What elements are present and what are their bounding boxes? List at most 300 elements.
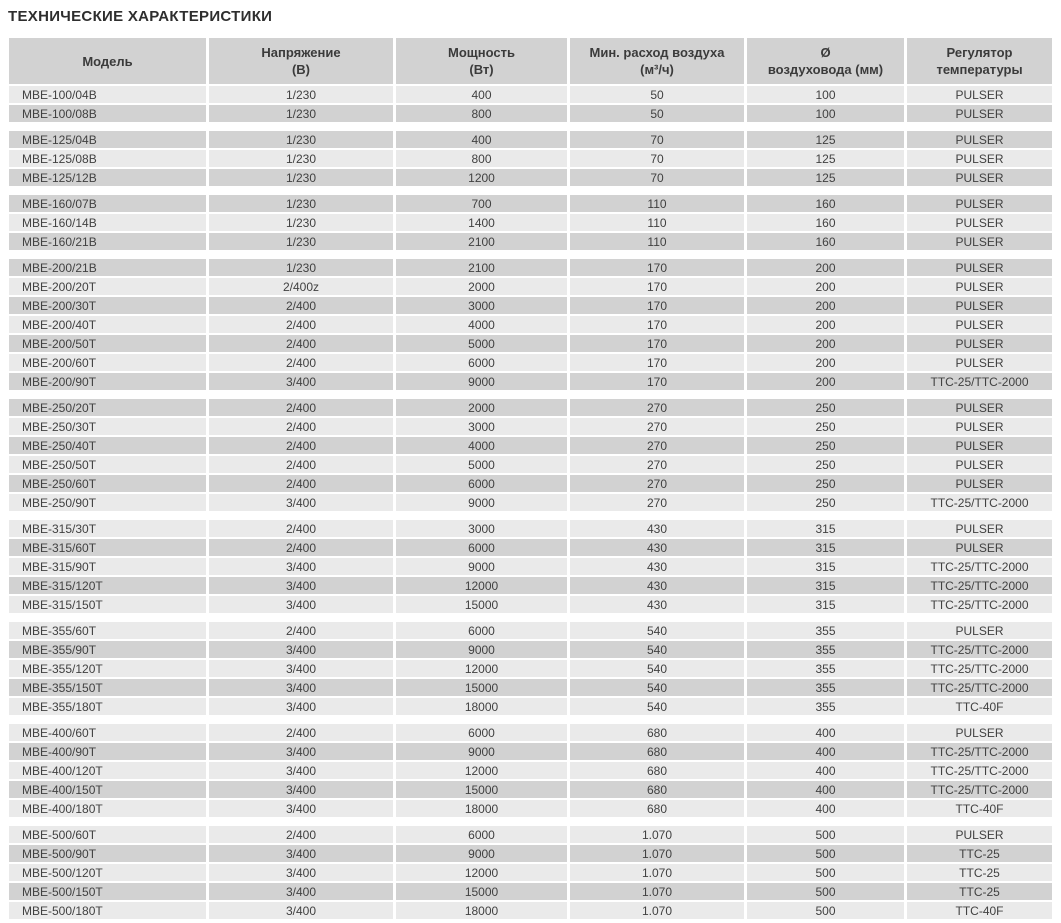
cell-airflow: 110 — [570, 214, 744, 231]
cell-power: 3000 — [396, 297, 567, 314]
cell-model: MBE-160/07B — [9, 195, 206, 212]
cell-regulator: PULSER — [907, 622, 1052, 639]
column-header-label: (Вт) — [469, 62, 494, 77]
cell-diameter: 100 — [747, 86, 904, 103]
cell-airflow: 430 — [570, 577, 744, 594]
cell-voltage: 1/230 — [209, 150, 393, 167]
cell-model: MBE-200/50T — [9, 335, 206, 352]
cell-diameter: 200 — [747, 278, 904, 295]
cell-regulator: TTC-25/TTC-2000 — [907, 373, 1052, 390]
cell-diameter: 250 — [747, 418, 904, 435]
cell-regulator: TTC-25/TTC-2000 — [907, 660, 1052, 677]
cell-model: MBE-500/120T — [9, 864, 206, 881]
table-row — [9, 558, 1052, 575]
cell-power: 15000 — [396, 596, 567, 613]
cell-power: 4000 — [396, 316, 567, 333]
table-row — [9, 437, 1052, 454]
cell-model: MBE-100/08B — [9, 105, 206, 122]
cell-airflow: 680 — [570, 743, 744, 760]
cell-regulator: TTC-25/TTC-2000 — [907, 596, 1052, 613]
table-row — [9, 278, 1052, 295]
column-header-label: Мин. расход воздуха — [589, 45, 725, 60]
table-row — [9, 259, 1052, 276]
cell-regulator: TTC-40F — [907, 902, 1052, 919]
cell-voltage: 3/400 — [209, 883, 393, 900]
group-spacer-cell — [9, 252, 1052, 257]
specs-table — [6, 36, 1055, 921]
table-row — [9, 316, 1052, 333]
cell-regulator: PULSER — [907, 105, 1052, 122]
cell-model: MBE-315/90T — [9, 558, 206, 575]
cell-model: MBE-500/60T — [9, 826, 206, 843]
table-row — [9, 373, 1052, 390]
cell-voltage: 3/400 — [209, 698, 393, 715]
group-spacer-cell — [9, 124, 1052, 129]
cell-voltage: 3/400 — [209, 577, 393, 594]
table-row — [9, 622, 1052, 639]
cell-regulator: PULSER — [907, 316, 1052, 333]
cell-model: MBE-400/60T — [9, 724, 206, 741]
cell-model: MBE-400/90T — [9, 743, 206, 760]
cell-airflow: 170 — [570, 316, 744, 333]
cell-airflow: 70 — [570, 131, 744, 148]
cell-model: MBE-250/90T — [9, 494, 206, 511]
cell-voltage: 2/400 — [209, 297, 393, 314]
page-title: ТЕХНИЧЕСКИЕ ХАРАКТЕРИСТИКИ — [8, 8, 273, 25]
cell-diameter: 355 — [747, 660, 904, 677]
cell-diameter: 200 — [747, 316, 904, 333]
cell-power: 6000 — [396, 354, 567, 371]
cell-voltage: 1/230 — [209, 195, 393, 212]
cell-diameter: 315 — [747, 577, 904, 594]
cell-model: MBE-200/21B — [9, 259, 206, 276]
cell-voltage: 1/230 — [209, 169, 393, 186]
cell-airflow: 430 — [570, 558, 744, 575]
cell-power: 12000 — [396, 660, 567, 677]
cell-model: MBE-125/08B — [9, 150, 206, 167]
cell-model: MBE-160/21B — [9, 233, 206, 250]
cell-voltage: 1/230 — [209, 214, 393, 231]
cell-voltage: 3/400 — [209, 800, 393, 817]
table-row — [9, 641, 1052, 658]
cell-model: MBE-200/30T — [9, 297, 206, 314]
cell-voltage: 3/400 — [209, 679, 393, 696]
table-row — [9, 902, 1052, 919]
cell-voltage: 2/400 — [209, 475, 393, 492]
cell-power: 3000 — [396, 418, 567, 435]
cell-diameter: 125 — [747, 169, 904, 186]
cell-airflow: 540 — [570, 679, 744, 696]
cell-power: 4000 — [396, 437, 567, 454]
group-spacer — [9, 188, 1052, 193]
table-row — [9, 475, 1052, 492]
cell-model: MBE-500/150T — [9, 883, 206, 900]
cell-power: 15000 — [396, 883, 567, 900]
cell-diameter: 355 — [747, 679, 904, 696]
table-row — [9, 169, 1052, 186]
cell-voltage: 3/400 — [209, 902, 393, 919]
column-header-label: Ø — [820, 45, 831, 60]
cell-diameter: 355 — [747, 698, 904, 715]
cell-model: MBE-315/60T — [9, 539, 206, 556]
group-spacer-cell — [9, 717, 1052, 722]
cell-diameter: 355 — [747, 641, 904, 658]
table-row — [9, 86, 1052, 103]
cell-power: 12000 — [396, 577, 567, 594]
cell-airflow: 170 — [570, 259, 744, 276]
table-row — [9, 577, 1052, 594]
cell-diameter: 100 — [747, 105, 904, 122]
cell-regulator: PULSER — [907, 297, 1052, 314]
cell-regulator: PULSER — [907, 278, 1052, 295]
cell-power: 6000 — [396, 622, 567, 639]
cell-diameter: 160 — [747, 214, 904, 231]
cell-model: MBE-315/120T — [9, 577, 206, 594]
cell-voltage: 2/400 — [209, 826, 393, 843]
cell-voltage: 2/400 — [209, 539, 393, 556]
cell-airflow: 170 — [570, 297, 744, 314]
cell-diameter: 400 — [747, 724, 904, 741]
cell-diameter: 250 — [747, 494, 904, 511]
table-row — [9, 539, 1052, 556]
cell-regulator: TTC-25 — [907, 864, 1052, 881]
cell-voltage: 1/230 — [209, 259, 393, 276]
cell-airflow: 270 — [570, 418, 744, 435]
table-row — [9, 781, 1052, 798]
cell-airflow: 170 — [570, 373, 744, 390]
cell-regulator: PULSER — [907, 233, 1052, 250]
cell-model: MBE-200/90T — [9, 373, 206, 390]
cell-power: 1400 — [396, 214, 567, 231]
cell-regulator: PULSER — [907, 195, 1052, 212]
column-header-diameter — [747, 38, 904, 84]
cell-power: 800 — [396, 150, 567, 167]
table-row — [9, 724, 1052, 741]
cell-regulator: TTC-25/TTC-2000 — [907, 494, 1052, 511]
column-header-label: (м³/ч) — [640, 62, 674, 77]
column-header-regulator — [907, 38, 1052, 84]
cell-diameter: 500 — [747, 845, 904, 862]
cell-model: MBE-315/30T — [9, 520, 206, 537]
cell-airflow: 270 — [570, 456, 744, 473]
cell-diameter: 200 — [747, 373, 904, 390]
cell-diameter: 160 — [747, 195, 904, 212]
table-row — [9, 883, 1052, 900]
cell-regulator: TTC-25/TTC-2000 — [907, 577, 1052, 594]
cell-power: 6000 — [396, 475, 567, 492]
cell-diameter: 315 — [747, 558, 904, 575]
cell-power: 2100 — [396, 233, 567, 250]
cell-voltage: 2/400 — [209, 354, 393, 371]
cell-voltage: 1/230 — [209, 233, 393, 250]
cell-power: 2000 — [396, 278, 567, 295]
cell-power: 18000 — [396, 800, 567, 817]
cell-diameter: 500 — [747, 864, 904, 881]
cell-power: 12000 — [396, 864, 567, 881]
cell-regulator: TTC-25/TTC-2000 — [907, 762, 1052, 779]
cell-power: 2100 — [396, 259, 567, 276]
cell-power: 15000 — [396, 781, 567, 798]
table-row — [9, 845, 1052, 862]
cell-power: 6000 — [396, 539, 567, 556]
cell-voltage: 3/400 — [209, 596, 393, 613]
cell-regulator: PULSER — [907, 86, 1052, 103]
cell-regulator: PULSER — [907, 826, 1052, 843]
cell-power: 9000 — [396, 641, 567, 658]
group-spacer-cell — [9, 188, 1052, 193]
cell-airflow: 270 — [570, 399, 744, 416]
cell-voltage: 2/400 — [209, 316, 393, 333]
table-row — [9, 456, 1052, 473]
cell-regulator: PULSER — [907, 214, 1052, 231]
cell-airflow: 270 — [570, 437, 744, 454]
cell-voltage: 3/400 — [209, 781, 393, 798]
cell-model: MBE-500/90T — [9, 845, 206, 862]
cell-diameter: 250 — [747, 437, 904, 454]
table-row — [9, 679, 1052, 696]
cell-voltage: 2/400 — [209, 520, 393, 537]
cell-airflow: 680 — [570, 724, 744, 741]
cell-airflow: 170 — [570, 278, 744, 295]
cell-voltage: 3/400 — [209, 494, 393, 511]
cell-power: 9000 — [396, 373, 567, 390]
cell-power: 18000 — [396, 902, 567, 919]
column-header-label: температуры — [936, 62, 1023, 77]
table-row — [9, 743, 1052, 760]
cell-airflow: 540 — [570, 660, 744, 677]
table-row — [9, 660, 1052, 677]
table-row — [9, 864, 1052, 881]
cell-power: 6000 — [396, 826, 567, 843]
cell-diameter: 355 — [747, 622, 904, 639]
cell-voltage: 3/400 — [209, 762, 393, 779]
column-header-power — [396, 38, 567, 84]
cell-airflow: 430 — [570, 539, 744, 556]
cell-regulator: PULSER — [907, 169, 1052, 186]
table-row — [9, 354, 1052, 371]
column-header-model — [9, 38, 206, 84]
table-row — [9, 105, 1052, 122]
cell-airflow: 430 — [570, 596, 744, 613]
table-row — [9, 233, 1052, 250]
column-header-label: Модель — [82, 53, 133, 69]
cell-airflow: 540 — [570, 698, 744, 715]
group-spacer — [9, 717, 1052, 722]
cell-power: 1200 — [396, 169, 567, 186]
column-header-label: Мощность — [448, 45, 515, 60]
cell-regulator: TTC-25/TTC-2000 — [907, 743, 1052, 760]
cell-airflow: 680 — [570, 762, 744, 779]
cell-model: MBE-160/14B — [9, 214, 206, 231]
cell-voltage: 2/400 — [209, 622, 393, 639]
cell-regulator: PULSER — [907, 259, 1052, 276]
cell-voltage: 3/400 — [209, 743, 393, 760]
cell-power: 5000 — [396, 456, 567, 473]
cell-diameter: 500 — [747, 826, 904, 843]
cell-power: 9000 — [396, 558, 567, 575]
cell-power: 9000 — [396, 743, 567, 760]
cell-power: 400 — [396, 86, 567, 103]
cell-voltage: 3/400 — [209, 864, 393, 881]
column-header-voltage — [209, 38, 393, 84]
cell-regulator: TTC-25/TTC-2000 — [907, 781, 1052, 798]
cell-regulator: TTC-40F — [907, 698, 1052, 715]
cell-power: 2000 — [396, 399, 567, 416]
cell-airflow: 540 — [570, 622, 744, 639]
cell-voltage: 2/400 — [209, 335, 393, 352]
group-spacer — [9, 819, 1052, 824]
group-spacer — [9, 124, 1052, 129]
cell-model: MBE-400/180T — [9, 800, 206, 817]
table-row — [9, 297, 1052, 314]
cell-diameter: 400 — [747, 762, 904, 779]
cell-airflow: 1.070 — [570, 826, 744, 843]
cell-diameter: 315 — [747, 520, 904, 537]
cell-diameter: 400 — [747, 800, 904, 817]
cell-power: 18000 — [396, 698, 567, 715]
cell-diameter: 200 — [747, 259, 904, 276]
table-row — [9, 195, 1052, 212]
table-row — [9, 826, 1052, 843]
cell-voltage: 1/230 — [209, 105, 393, 122]
cell-airflow: 50 — [570, 105, 744, 122]
group-spacer-cell — [9, 392, 1052, 397]
table-row — [9, 131, 1052, 148]
cell-power: 3000 — [396, 520, 567, 537]
cell-regulator: PULSER — [907, 724, 1052, 741]
table-row — [9, 335, 1052, 352]
cell-model: MBE-200/60T — [9, 354, 206, 371]
group-spacer-cell — [9, 819, 1052, 824]
cell-regulator: PULSER — [907, 399, 1052, 416]
cell-model: MBE-355/150T — [9, 679, 206, 696]
cell-diameter: 160 — [747, 233, 904, 250]
cell-model: MBE-200/40T — [9, 316, 206, 333]
group-spacer — [9, 252, 1052, 257]
cell-power: 800 — [396, 105, 567, 122]
cell-regulator: PULSER — [907, 539, 1052, 556]
cell-voltage: 2/400 — [209, 437, 393, 454]
cell-regulator: TTC-25 — [907, 883, 1052, 900]
cell-model: MBE-250/40T — [9, 437, 206, 454]
cell-model: MBE-355/180T — [9, 698, 206, 715]
cell-airflow: 70 — [570, 169, 744, 186]
cell-voltage: 3/400 — [209, 641, 393, 658]
cell-power: 400 — [396, 131, 567, 148]
table-row — [9, 520, 1052, 537]
table-row — [9, 214, 1052, 231]
cell-voltage: 1/230 — [209, 131, 393, 148]
cell-airflow: 170 — [570, 335, 744, 352]
cell-model: MBE-250/30T — [9, 418, 206, 435]
cell-diameter: 400 — [747, 781, 904, 798]
table-row — [9, 762, 1052, 779]
page — [0, 8, 1061, 921]
cell-diameter: 400 — [747, 743, 904, 760]
cell-voltage: 2/400 — [209, 456, 393, 473]
cell-power: 12000 — [396, 762, 567, 779]
cell-regulator: TTC-25/TTC-2000 — [907, 558, 1052, 575]
cell-power: 6000 — [396, 724, 567, 741]
cell-model: MBE-400/150T — [9, 781, 206, 798]
table-header — [9, 38, 1052, 84]
cell-model: MBE-500/180T — [9, 902, 206, 919]
cell-airflow: 1.070 — [570, 845, 744, 862]
cell-regulator: PULSER — [907, 437, 1052, 454]
column-header-label: Напряжение — [261, 45, 341, 60]
group-spacer-cell — [9, 615, 1052, 620]
cell-regulator: PULSER — [907, 150, 1052, 167]
table-row — [9, 399, 1052, 416]
cell-model: MBE-100/04B — [9, 86, 206, 103]
cell-power: 5000 — [396, 335, 567, 352]
cell-regulator: PULSER — [907, 456, 1052, 473]
cell-airflow: 680 — [570, 781, 744, 798]
cell-model: MBE-200/20T — [9, 278, 206, 295]
cell-regulator: PULSER — [907, 335, 1052, 352]
cell-airflow: 110 — [570, 233, 744, 250]
header-row — [9, 38, 1052, 84]
cell-model: MBE-355/60T — [9, 622, 206, 639]
cell-airflow: 540 — [570, 641, 744, 658]
table-body — [9, 86, 1052, 919]
table-row — [9, 698, 1052, 715]
cell-airflow: 170 — [570, 354, 744, 371]
table-row — [9, 494, 1052, 511]
table-row — [9, 418, 1052, 435]
cell-regulator: PULSER — [907, 354, 1052, 371]
cell-regulator: TTC-40F — [907, 800, 1052, 817]
cell-power: 9000 — [396, 494, 567, 511]
cell-voltage: 2/400z — [209, 278, 393, 295]
cell-regulator: PULSER — [907, 475, 1052, 492]
cell-airflow: 430 — [570, 520, 744, 537]
cell-voltage: 2/400 — [209, 418, 393, 435]
cell-regulator: TTC-25 — [907, 845, 1052, 862]
cell-diameter: 250 — [747, 456, 904, 473]
cell-airflow: 70 — [570, 150, 744, 167]
cell-model: MBE-250/20T — [9, 399, 206, 416]
group-spacer — [9, 392, 1052, 397]
column-header-label: Регулятор — [946, 45, 1013, 60]
cell-model: MBE-125/12B — [9, 169, 206, 186]
cell-diameter: 500 — [747, 883, 904, 900]
cell-regulator: PULSER — [907, 418, 1052, 435]
group-spacer — [9, 513, 1052, 518]
group-spacer — [9, 615, 1052, 620]
cell-power: 700 — [396, 195, 567, 212]
cell-voltage: 3/400 — [209, 558, 393, 575]
cell-airflow: 110 — [570, 195, 744, 212]
cell-diameter: 500 — [747, 902, 904, 919]
cell-airflow: 50 — [570, 86, 744, 103]
cell-model: MBE-355/120T — [9, 660, 206, 677]
cell-regulator: TTC-25/TTC-2000 — [907, 679, 1052, 696]
table-row — [9, 596, 1052, 613]
cell-diameter: 200 — [747, 354, 904, 371]
column-header-label: (В) — [291, 62, 311, 77]
cell-regulator: PULSER — [907, 520, 1052, 537]
cell-airflow: 1.070 — [570, 864, 744, 881]
cell-voltage: 3/400 — [209, 373, 393, 390]
cell-model: MBE-250/50T — [9, 456, 206, 473]
cell-model: MBE-315/150T — [9, 596, 206, 613]
cell-airflow: 270 — [570, 494, 744, 511]
cell-airflow: 1.070 — [570, 902, 744, 919]
cell-diameter: 125 — [747, 131, 904, 148]
cell-voltage: 1/230 — [209, 86, 393, 103]
cell-regulator: TTC-25/TTC-2000 — [907, 641, 1052, 658]
